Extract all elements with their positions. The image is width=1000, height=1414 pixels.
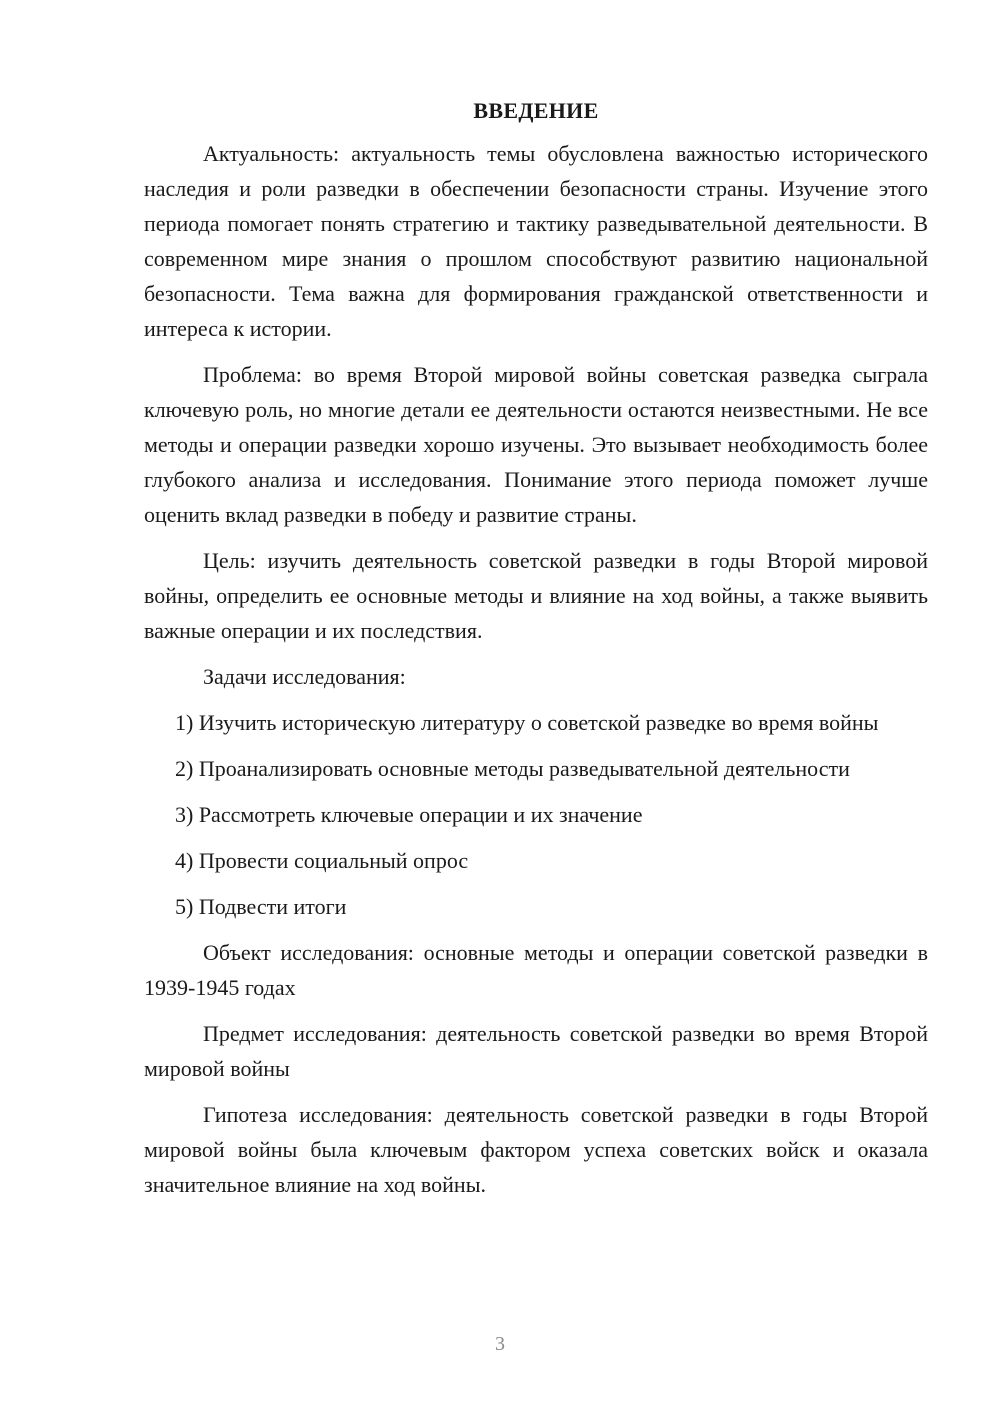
task-item-1: 1) Изучить историческую литературу о советской разведке во время войны	[175, 710, 879, 735]
page-title: ВВЕДЕНИЕ	[473, 98, 599, 123]
object-paragraph: Объект исследования: основные методы и операции советской разведки в 1939-1945 годах	[144, 940, 928, 1000]
task-item-3: 3) Рассмотреть ключевые операции и их значение	[175, 802, 643, 827]
page-number: 3	[495, 1333, 505, 1355]
task-item-2: 2) Проанализировать основные методы разведывательной деятельности	[175, 756, 850, 781]
relevance-paragraph: Актуальность: актуальность темы обусловлена важностью исторического наследия и роли разведки в обеспечении безопасности страны. Изучение этого периода помогает понять стратегию и тактику разведывательной деятельности. В современном мире знания о прошлом способствуют развитию национальной безопасности. Тема важна для формирования гражданской ответственности и интереса к истории.	[144, 141, 928, 341]
tasks-heading: Задачи исследования:	[203, 664, 406, 689]
hypothesis-paragraph: Гипотеза исследования: деятельность советской разведки в годы Второй мировой войны была ключевым фактором успеха советских войск и оказала значительное влияние на ход войны.	[144, 1102, 928, 1197]
subject-paragraph: Предмет исследования: деятельность советской разведки во время Второй мировой войны	[144, 1021, 928, 1081]
problem-paragraph: Проблема: во время Второй мировой войны советская разведка сыграла ключевую роль, но многие детали ее деятельности остаются неизвестными. Не все методы и операции разведки хорошо изучены. Это вызывает необходимость более глубокого анализа и исследования. Понимание этого периода поможет лучше оценить вклад разведки в победу и развитие страны.	[144, 362, 928, 527]
goal-paragraph: Цель: изучить деятельность советской разведки в годы Второй мировой войны, определить ее основные методы и влияние на ход войны, а также выявить важные операции и их последствия.	[144, 548, 928, 643]
page-content	[144, 96, 928, 1213]
task-item-5: 5) Подвести итоги	[175, 894, 347, 919]
task-item-4: 4) Провести социальный опрос	[175, 848, 469, 873]
